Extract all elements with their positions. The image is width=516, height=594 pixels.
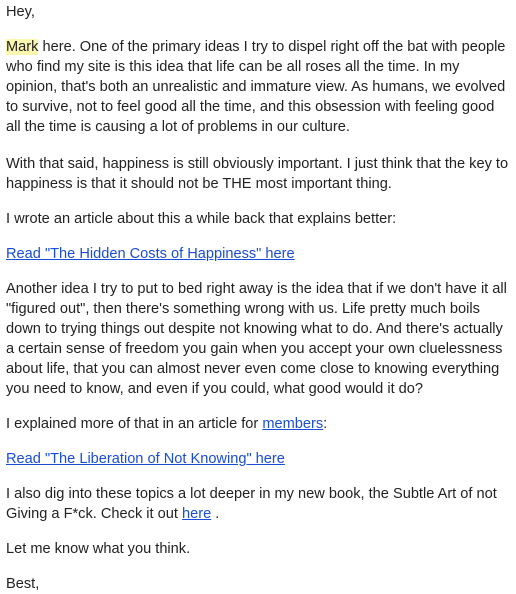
signoff: Best, bbox=[6, 576, 40, 592]
hidden-costs-link[interactable]: Read "The Hidden Costs of Happiness" here bbox=[6, 246, 295, 262]
paragraph-book-end: . bbox=[211, 506, 220, 522]
members-link[interactable]: members bbox=[262, 416, 324, 432]
paragraph-book bbox=[6, 484, 510, 524]
book-here-link[interactable]: here bbox=[182, 506, 212, 522]
liberation-link[interactable]: Read "The Liberation of Not Knowing" here bbox=[6, 451, 285, 467]
paragraph-article-intro: I wrote an article about this a while back that explains better: bbox=[6, 211, 397, 227]
link-paragraph-2 bbox=[6, 449, 510, 469]
paragraph-figured-out: Another idea I try to put to bed right away is the idea that if we don't have it all "figured out", then there's something wrong with us. Life pretty much boils down to trying things out despite not knowing what to do. And there's actually a certain sense of freedom you gain when you accept your own cluelessness about life, that you can almost never even come close to knowing everything you need to know, and even if you could, what good would it do? bbox=[6, 281, 507, 397]
paragraph-members-text: I explained more of that in an article for bbox=[6, 416, 263, 432]
paragraph-members-colon: : bbox=[323, 416, 328, 432]
highlighted-name: Mark bbox=[6, 39, 39, 55]
paragraph-let-me-know: Let me know what you think. bbox=[6, 541, 191, 557]
greeting: Hey, bbox=[6, 4, 35, 20]
paragraph-book-text: I also dig into these topics a lot deeper in my new book, the Subtle Art of not Giving a F*ck. Check it out bbox=[6, 486, 497, 522]
paragraph-members bbox=[6, 414, 510, 434]
paragraph-intro bbox=[6, 37, 510, 137]
link-paragraph-1 bbox=[6, 244, 510, 264]
paragraph-happiness: With that said, happiness is still obviously important. I just think that the key to happiness is that it should not be THE most important thing. bbox=[6, 156, 509, 192]
paragraph-intro-text: here. One of the primary ideas I try to dispel right off the bat with people who find my site is this idea that life can be all roses all the time. In my opinion, that's both an unrealistic and immature view. As humans, we evolved to survive, not to feel good all the time, and this obsession with feeling good all the time is causing a lot of problems in our culture. bbox=[6, 39, 506, 135]
